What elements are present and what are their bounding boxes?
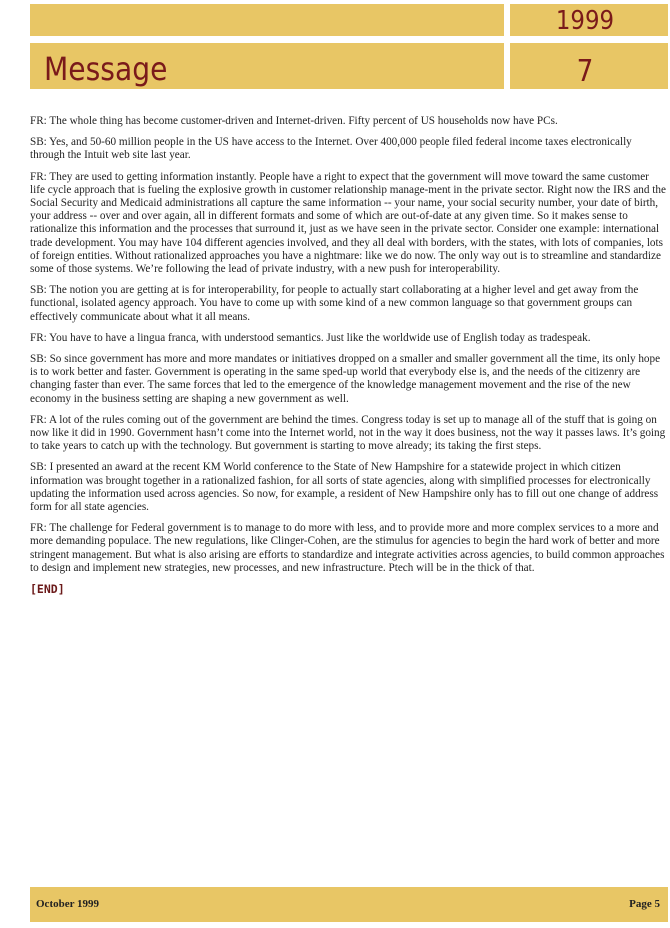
paragraph: FR: The challenge for Federal government is to manage to do more with less, and to provide more and more complex services to a more and more demanding populace. The new regulations, like Clinger-Cohen, are the stimulus for agencies to begin the hard work of better and more stringent management. But what is also arising are efforts to standardize and integrate activities across agencies, to build common approaches to design and implement new strategies, new processes, and new infrastructure. Ptech will be in the thick of that. <box>30 522 665 574</box>
paragraph: FR: A lot of the rules coming out of the government are behind the times. Congress today is set up to manage all of the stuff that is going on now like it did in 1990. Government hasn’t come into the Internet world, not in the way it does business, not the way it passes laws. It’s going to take years to catch up with the technology. But government is starting to move already; its taking the first steps. <box>30 413 666 453</box>
page-title: Message <box>44 50 168 88</box>
page-number: Page 5 <box>629 898 660 910</box>
paragraph: FR: You have to have a lingua franca, with understood semantics. Just like the worldwide use of English today as tradespeak. <box>30 331 591 344</box>
header-bar-top-left <box>30 4 504 36</box>
footer-bar <box>30 887 668 922</box>
paragraph: FR: The whole thing has become customer-driven and Internet-driven. Fifty percent of US households now have PCs. <box>30 115 558 127</box>
footer-date: October 1999 <box>36 898 100 910</box>
paragraph: FR: They are used to getting information instantly. People have a right to expect that the government will move toward the same customer life cycle approach that is fueling the explosive growth in customer relationship manage-ment in the private sector. Right now the IRS and the Social Security and Medicaid administrations all capture the same information -- your name, your social security number, your date of birth, your address -- over and over again, all in different formats and some of which are out-of-date at any given time. So it makes sense to rationalize this information and the processes that surround it, just as we have seen in the private sector. Consider one example: international trade development. You may have 104 different agencies involved, and they all deal with borders, with the states, with lots of companies, lots of foreign entities. Without rationalized approaches you have a nightmare: like we do now. The only way out is to streamline and standardize some of those systems. We’re following the lead of private industry, with a new push for interoperability. <box>30 170 666 276</box>
article-body <box>30 115 666 596</box>
end-marker: [END] <box>30 582 65 597</box>
paragraph: SB: The notion you are getting at is for interoperability, for people to actually start collaborating at a higher level and get away from the functional, isolated agency approach. You have to come up with some kind of a new common language so that government groups can effectively communicate about what it all means. <box>30 284 639 323</box>
paragraph: SB: I presented an award at the recent KM World conference to the State of New Hampshire for a statewide project in which citizen information was brought together in a rationalized fashion, for all sorts of state agencies, along with simplified processes for electronically updating the information used across agencies. So now, for example, a resident of New Hampshire only has to fill out one change of address form for all state agencies. <box>30 461 659 514</box>
paragraph: SB: Yes, and 50-60 million people in the US have access to the Internet. Over 400,000 people filed federal income taxes electronically through the Intuit web site last year. <box>30 136 632 162</box>
issue-year: 1999 <box>555 6 615 36</box>
issue-number: 7 <box>576 54 594 89</box>
paragraph: SB: So since government has more and more mandates or initiatives dropped on a smaller and smaller government all the time, its only hope is to work better and faster. Government is operating in the same sped-up world that everybody else is, and the needs of the citizenry are changing faster than ever. The same forces that led to the emergence of the knowledge management movement and the rise of the new economy in the business setting are shaping a new government as well. <box>30 353 661 405</box>
